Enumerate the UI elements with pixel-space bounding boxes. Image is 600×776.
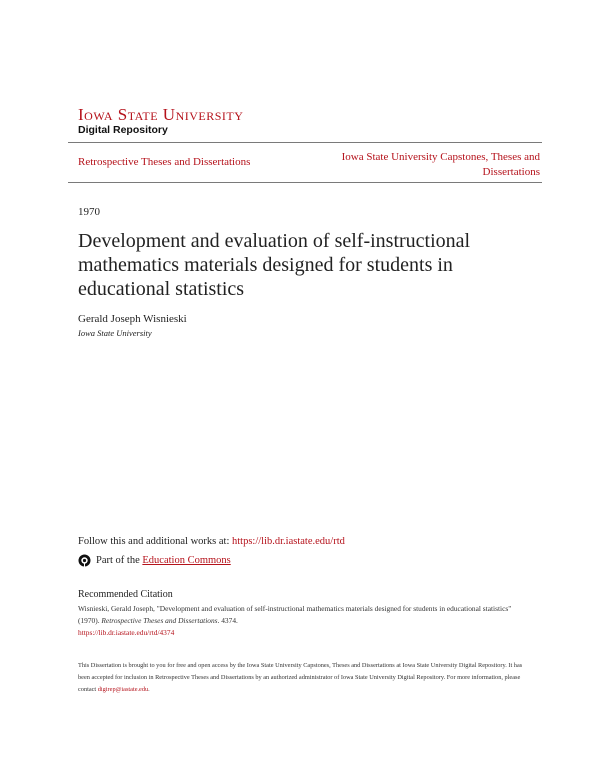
contact-email-link[interactable]: digirep@iastate.edu: [97, 686, 149, 693]
citation-number: . 4374.: [217, 616, 238, 625]
capstones-link[interactable]: Iowa State University Capstones, Theses and Dissertations: [341, 151, 540, 178]
publication-year: 1970: [78, 206, 100, 218]
retrospective-theses-link[interactable]: Retrospective Theses and Dissertations: [78, 156, 251, 168]
rtd-collection-link[interactable]: https://lib.dr.iastate.edu/rtd: [232, 536, 345, 547]
follow-prefix: Follow this and additional works at:: [78, 536, 232, 547]
document-title: Development and evaluation of self-instructional mathematics materials designed for students in educational statistics: [78, 230, 471, 300]
author-affiliation: Iowa State University: [78, 328, 152, 338]
follow-line: [78, 536, 345, 547]
creative-commons-icon: [78, 554, 91, 567]
header-rule-top: [68, 142, 542, 143]
part-of-prefix: Part of the: [96, 555, 140, 566]
education-commons-link[interactable]: Education Commons: [142, 555, 231, 566]
notice-end: .: [148, 686, 150, 693]
repository-name: Digital Repository: [78, 124, 168, 136]
university-name: Iowa State University: [78, 105, 244, 124]
citation-body: Wisnieski, Gerald Joseph, "Development and evaluation of self-instructional mathematics materials designed for students in educational statistics" (1970).: [78, 604, 512, 625]
iowa-state-logo[interactable]: [78, 106, 243, 136]
author-name: Gerald Joseph Wisnieski: [78, 313, 187, 325]
citation-url-link[interactable]: https://lib.dr.iastate.edu/rtd/4374: [78, 628, 175, 637]
part-of-line: [78, 554, 231, 567]
notice-text: This Dissertation is brought to you for free and open access by the Iowa State University Capstones, Theses and Dissertations at Iowa State University Digital Repository. It has been accepted for inclusion in Retrospective Theses and Dissertations by an authorized administrator of Iowa State University Digital Repository. For more information, please contact: [78, 662, 523, 693]
recommended-citation-heading: Recommended Citation: [78, 589, 173, 600]
citation-series: Retrospective Theses and Dissertations: [101, 616, 218, 625]
header-rule-bottom: [68, 182, 542, 183]
access-notice: [78, 660, 528, 696]
citation-text: [78, 603, 528, 639]
